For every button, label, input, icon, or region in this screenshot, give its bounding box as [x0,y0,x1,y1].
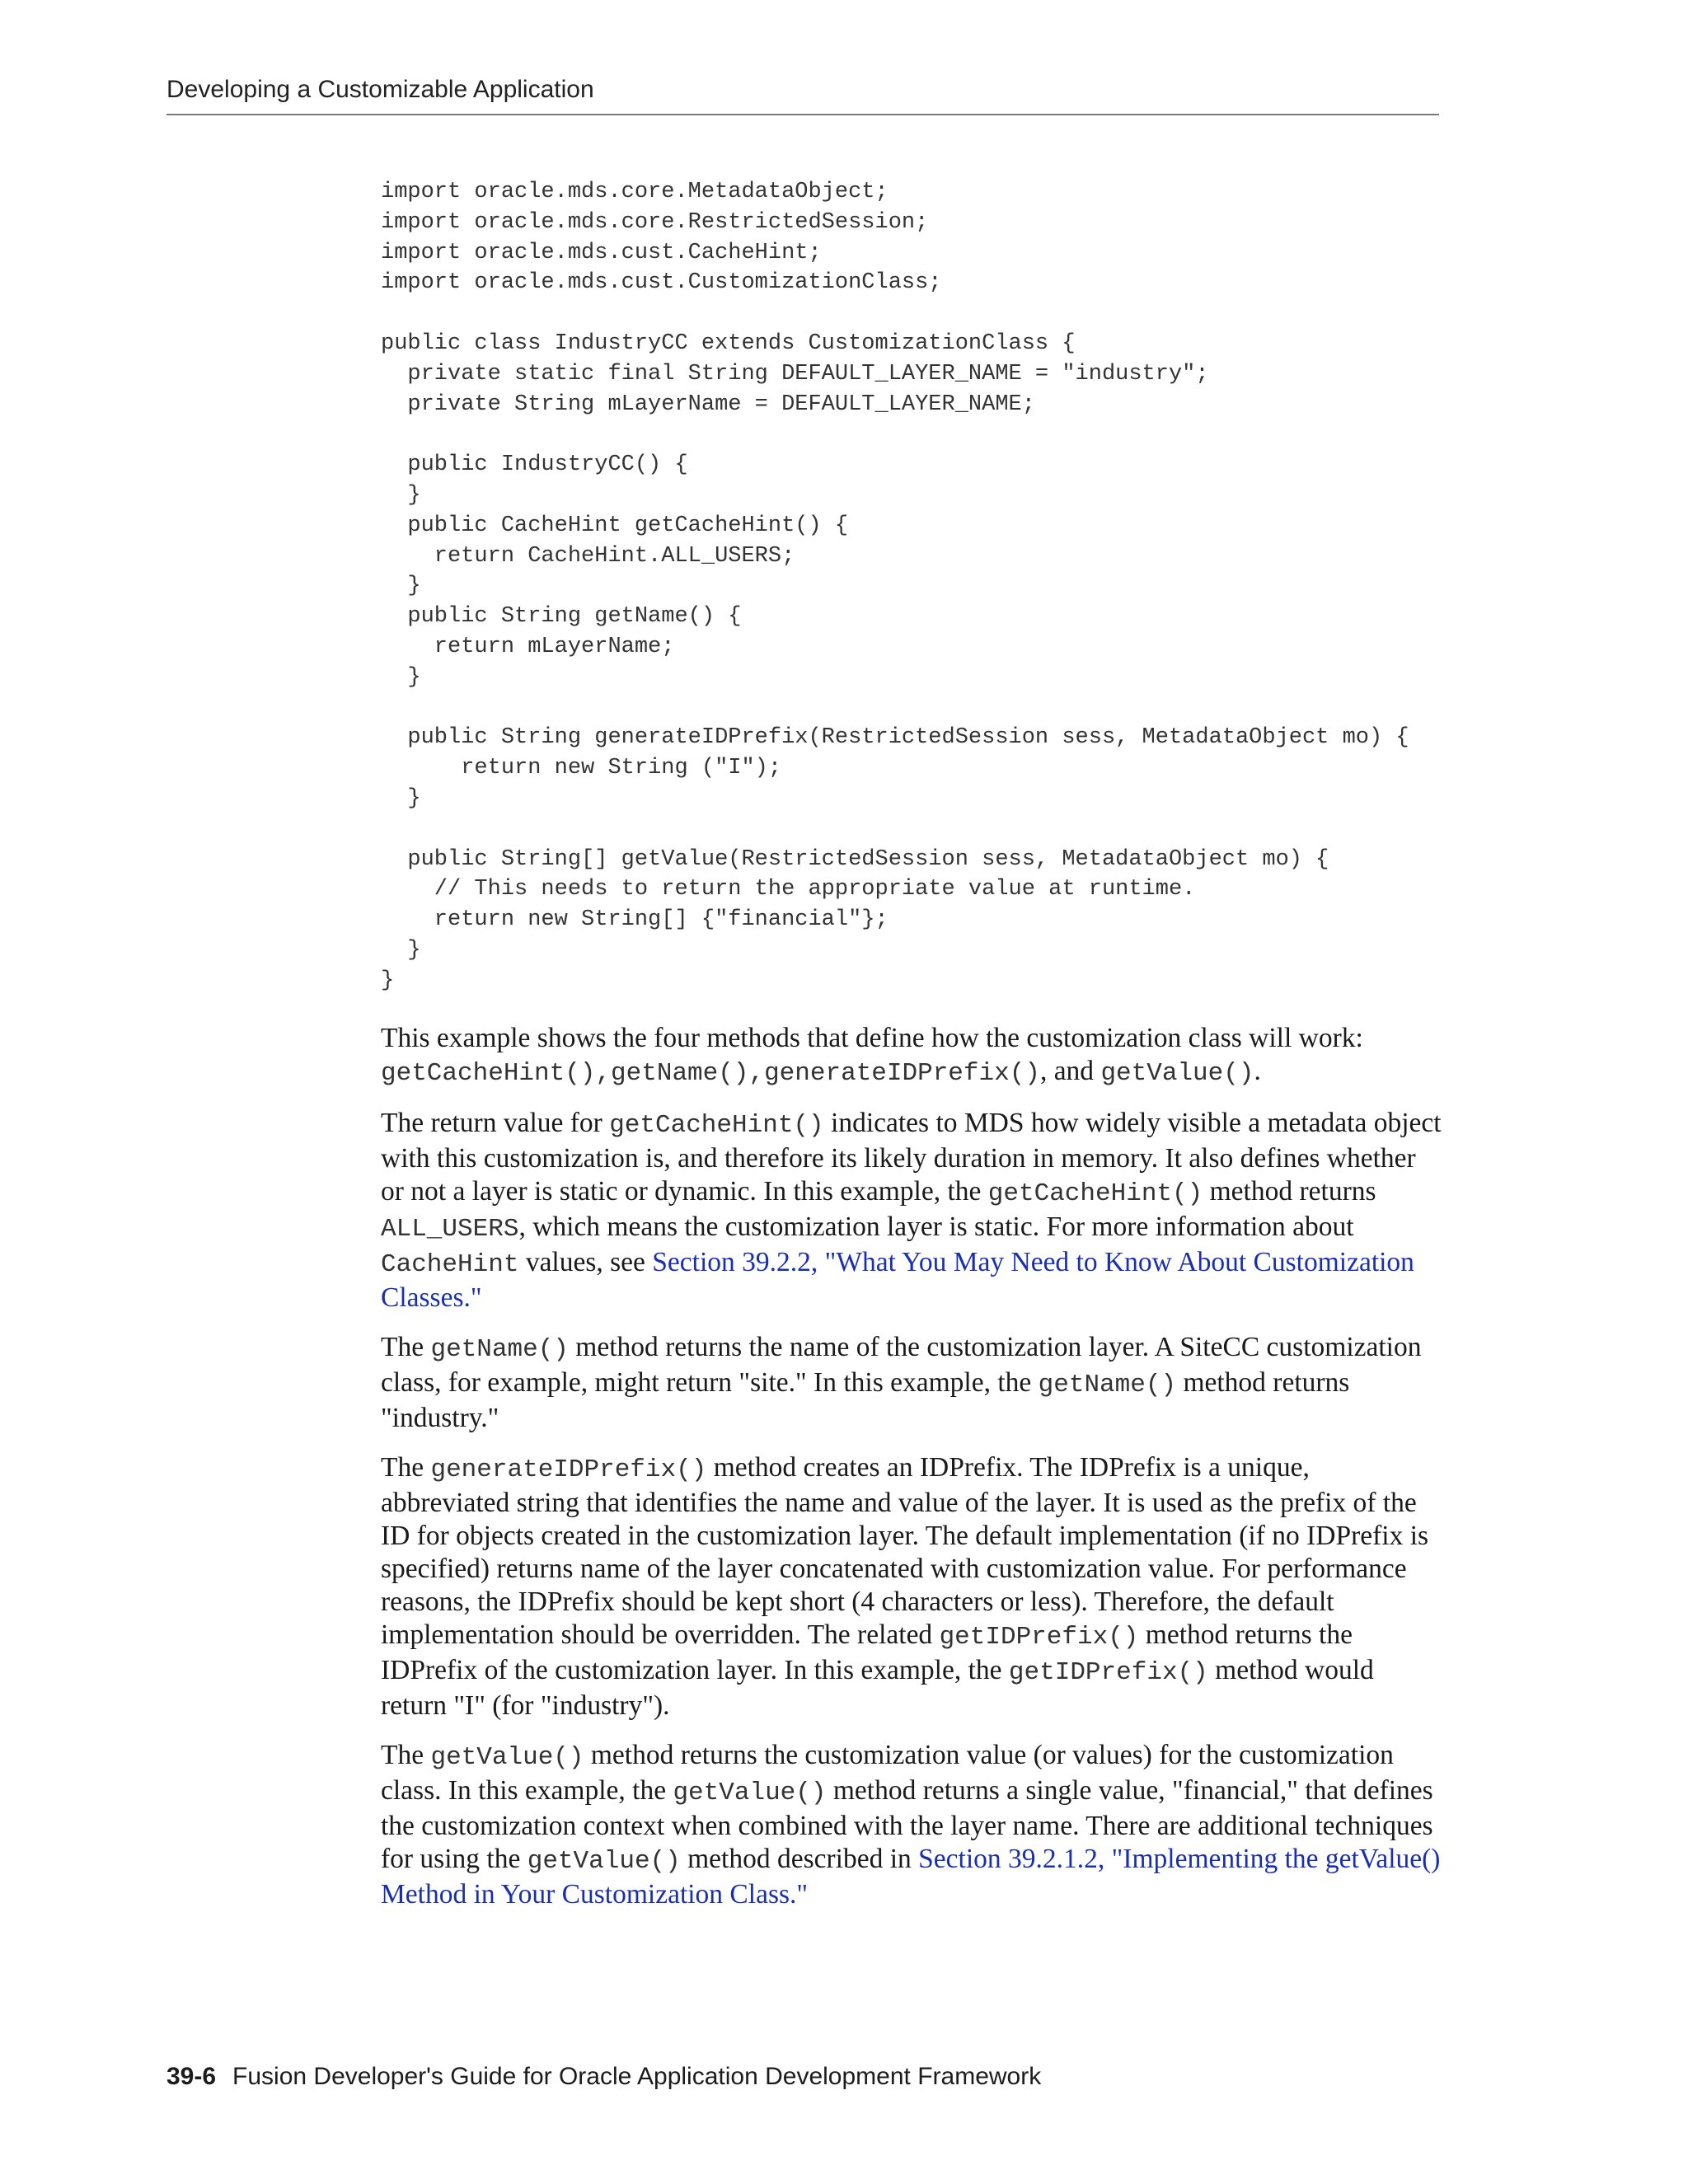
inline-code: ALL_USERS [381,1215,519,1244]
inline-code: generateIDPrefix() [430,1455,707,1484]
paragraph-getvalue [381,1739,1444,1911]
page-footer [166,2064,1041,2089]
text: The [381,1452,431,1483]
text: , which means the customization layer is static. For more information about [518,1212,1354,1242]
code-line: } [381,574,421,599]
inline-code: getName() [430,1335,569,1364]
inline-code: getValue() [673,1779,827,1807]
paragraph-generateidprefix [381,1451,1444,1722]
inline-code: getIDPrefix() [1008,1658,1208,1687]
text: , and [1039,1056,1101,1086]
text: method would return "I" (for "industry"). [381,1655,1374,1721]
inline-code: CacheHint [381,1250,519,1279]
code-line: import oracle.mds.core.MetadataObject; [381,180,889,204]
running-header-title: Developing a Customizable Application [166,76,594,103]
text: . [1254,1056,1261,1086]
inline-code: getCacheHint() [987,1179,1203,1208]
code-line: } [381,785,421,811]
page-number: 39-6 [166,2063,217,2090]
code-line: import oracle.mds.cust.CacheHint; [381,240,822,265]
code-line: return new String ("I"); [381,756,782,781]
inline-code: getName() [1038,1371,1177,1399]
code-line [381,419,1444,450]
code-line: private String mLayerName = DEFAULT_LAYER_NAME; [381,391,1035,417]
inline-code: getIDPrefix() [939,1623,1139,1652]
inline-code: getCacheHint(),getName(),generateIDPrefix() [381,1059,1040,1088]
code-line: } [381,482,421,508]
text: method returns [1203,1176,1376,1207]
paragraph-methods-overview [381,1022,1444,1090]
code-line [381,693,1444,724]
text: method returns "industry." [381,1367,1350,1433]
code-line: // This needs to return the appropriate value at runtime. [381,877,1196,902]
text: The [381,1740,431,1770]
code-line: } [381,664,421,690]
text: method returns the customization value (or values) for the customization class. In this example, the [381,1740,1394,1806]
text: method creates an IDPrefix. The IDPrefix is a unique, abbreviated string that identifies the name and value of the layer. It is used as the prefix of the ID for objects created in the customization layer. The default implementation (if no IDPrefix is specified) returns name of the layer concatenated with customization value. For performance reasons, the IDPrefix should be kept short (4 characters or less). Therefore, the default implementation should be overridden. The related [381,1452,1429,1650]
text: This example shows the four methods that define how the customization class will work: [381,1023,1363,1053]
code-line: import oracle.mds.core.RestrictedSession; [381,209,929,235]
code-line [381,298,1444,329]
text: The [381,1332,431,1362]
code-line: public CacheHint getCacheHint() { [381,513,849,538]
code-line: public String[] getValue(RestrictedSession sess, MetadataObject mo) { [381,846,1329,872]
text: method returns the IDPrefix of the customization layer. In this example, the [381,1619,1353,1685]
inline-code: getCacheHint() [609,1111,824,1140]
code-line: import oracle.mds.cust.CustomizationClass; [381,270,942,296]
text: values, see [518,1247,653,1277]
code-line [381,814,1444,845]
code-line: return CacheHint.ALL_USERS; [381,543,795,569]
inline-code: getValue() [527,1847,681,1876]
paragraph-getname [381,1331,1444,1435]
text: method returns the name of the customization layer. A SiteCC customization class, for example, might return "site." In this example, the [381,1332,1422,1398]
text: method returns a single value, "financial," that defines the customization context when combined with the layer name. There are additional techniques for using the [381,1775,1433,1874]
code-line: public class IndustryCC extends CustomizationClass { [381,330,1076,356]
code-line: return new String[] {"financial"}; [381,907,889,933]
code-line: return mLayerName; [381,634,675,659]
code-line: } [381,968,395,993]
code-line: } [381,937,421,963]
text: indicates to MDS how widely visible a metadata object with this customization is, and therefore its likely duration in memory. It also defines whether or not a layer is static or dynamic. In this example, the [381,1108,1442,1207]
code-example [381,177,1444,996]
paragraph-getcachehint [381,1107,1444,1315]
inline-code: getValue() [1100,1059,1254,1088]
book-title: Fusion Developer's Guide for Oracle Application Development Framework [232,2063,1042,2090]
link-section-39-2-1-2[interactable]: Section 39.2.1.2, "Implementing the getValue() Method in Your Customization Class." [381,1844,1441,1910]
code-line: public String getName() { [381,604,742,630]
code-line: public IndustryCC() { [381,452,688,478]
page-header [166,73,1439,115]
code-line: public String generateIDPrefix(RestrictedSession sess, MetadataObject mo) { [381,725,1409,751]
text: The return value for [381,1108,610,1138]
link-section-39-2-2[interactable]: Section 39.2.2, "What You May Need to Know About Customization Classes." [381,1247,1414,1313]
text: method described in [680,1844,919,1874]
body-text [381,1022,1444,1928]
code-line: private static final String DEFAULT_LAYER_NAME = "industry"; [381,361,1209,387]
inline-code: getValue() [430,1743,584,1772]
